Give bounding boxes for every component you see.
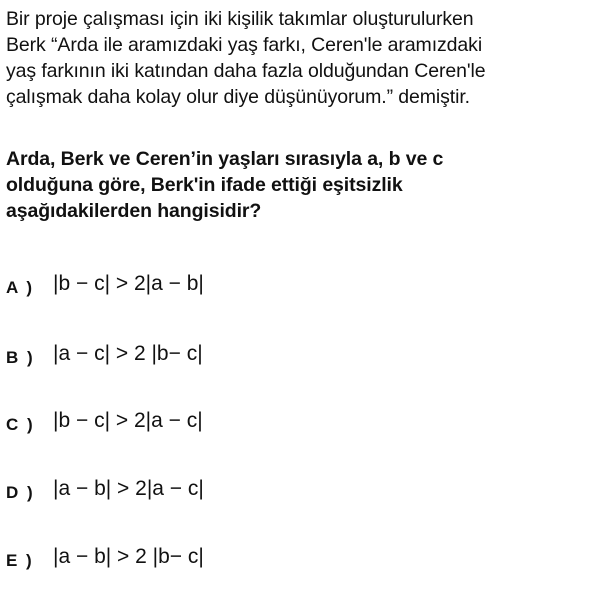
option-expression: |b − c| > 2|a − b| xyxy=(53,272,204,295)
stem-line: çalışmak daha kolay olur diye düşünüyorum.” demiştir. xyxy=(6,86,470,108)
option-expression: |b − c| > 2|a − c| xyxy=(53,409,203,432)
question-line: aşağıdakilerden hangisidir? xyxy=(6,200,262,222)
option-letter: A ) xyxy=(6,278,35,297)
question-line: olduğuna göre, Berk'in ifade ettiği eşitsizlik xyxy=(6,174,403,196)
option-expression: |a − b| > 2 |b− c| xyxy=(53,545,204,568)
option-letter: D ) xyxy=(6,483,35,502)
option-expression: |a − b| > 2|a − c| xyxy=(53,477,204,500)
option-letter: C ) xyxy=(6,415,35,434)
stem-line: Bir proje çalışması için iki kişilik takımlar oluşturulurken xyxy=(6,8,474,30)
option-b[interactable] xyxy=(6,340,406,374)
option-letter: E ) xyxy=(6,551,34,570)
question-prompt xyxy=(6,146,598,224)
question-stem xyxy=(6,6,598,110)
question-line: Arda, Berk ve Ceren’in yaşları sırasıyla a, b ve c xyxy=(6,148,444,170)
option-c[interactable] xyxy=(6,407,406,441)
option-expression: |a − c| > 2 |b− c| xyxy=(53,342,203,365)
stem-line: Berk “Arda ile aramızdaki yaş farkı, Ceren'le aramızdaki xyxy=(6,34,483,56)
stem-line: yaş farkının iki katından daha fazla olduğundan Ceren'le xyxy=(6,60,486,82)
option-letter: B ) xyxy=(6,348,35,367)
option-a[interactable] xyxy=(6,270,406,304)
option-d[interactable] xyxy=(6,475,406,509)
option-e[interactable] xyxy=(6,543,406,577)
